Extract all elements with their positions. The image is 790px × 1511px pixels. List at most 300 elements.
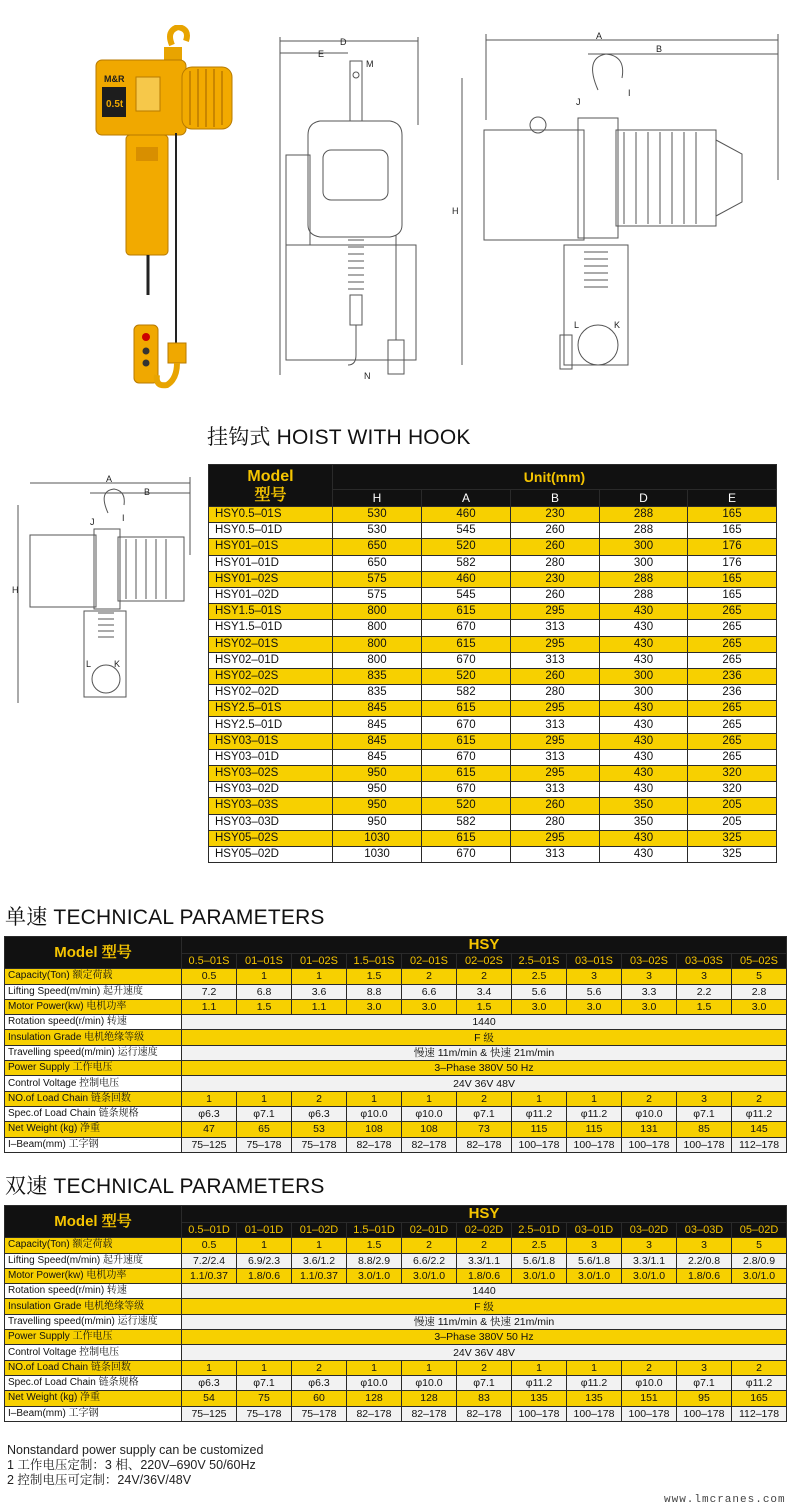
model-name-cell: HSY05–02D — [209, 846, 333, 862]
param-row — [5, 1360, 787, 1375]
dimension-cell: 460 — [422, 507, 511, 523]
param-value-cell: 1 — [512, 1360, 567, 1375]
param-value-cell: φ6.3 — [182, 1106, 237, 1121]
param-value-cell: 95 — [677, 1391, 732, 1406]
param-value-cell: 75–125 — [182, 1406, 237, 1421]
model-row — [209, 846, 777, 862]
param-value-cell: 115 — [567, 1122, 622, 1137]
param-value-cell: 82–178 — [347, 1406, 402, 1421]
param-value-cell: 100–178 — [512, 1406, 567, 1421]
param-model-cell: 0.5–01D — [182, 1223, 237, 1238]
dimension-cell: 325 — [688, 846, 777, 862]
param-label-cell: Lifting Speed(m/min) 起升速度 — [5, 984, 182, 999]
dimension-cell: 430 — [600, 749, 688, 765]
param-value-cell: φ7.1 — [237, 1106, 292, 1121]
dimension-cell: 295 — [511, 733, 600, 749]
dimension-cell: 430 — [600, 652, 688, 668]
param-label-cell: Spec.of Load Chain 链条规格 — [5, 1106, 182, 1121]
param-value-cell: 82–178 — [457, 1406, 512, 1421]
param-label-cell: Capacity(Ton) 额定荷载 — [5, 1238, 182, 1253]
param-model-cell: 02–02S — [457, 954, 512, 969]
param-value-cell: 73 — [457, 1122, 512, 1137]
param-value-cell: 112–178 — [732, 1406, 787, 1421]
dimension-cell: 313 — [511, 782, 600, 798]
param-row — [5, 1314, 787, 1329]
param-value-cell: φ10.0 — [402, 1106, 457, 1121]
note-line-1: Nonstandard power supply can be customized — [7, 1443, 264, 1457]
param-value-cell: 0.5 — [182, 1238, 237, 1253]
model-name-cell: HSY03–01S — [209, 733, 333, 749]
param-value-cell: 3 — [567, 969, 622, 984]
param-value-cell: 1.8/0.6 — [237, 1268, 292, 1283]
param-value-cell: 3.0 — [567, 999, 622, 1014]
param-value-cell: 1 — [292, 969, 347, 984]
param-value-cell: 128 — [402, 1391, 457, 1406]
model-name-cell: HSY02–02D — [209, 685, 333, 701]
param-value-cell: 83 — [457, 1391, 512, 1406]
dimension-cell: 430 — [600, 604, 688, 620]
param-value-cell: 75–178 — [292, 1137, 347, 1152]
dimension-cell: 265 — [688, 749, 777, 765]
model-name-cell: HSY05–02S — [209, 830, 333, 846]
dimension-cell: 430 — [600, 766, 688, 782]
dimension-cell: 165 — [688, 507, 777, 523]
param-value-cell: 75–178 — [292, 1406, 347, 1421]
label-M: M — [366, 59, 374, 69]
dimension-cell: 800 — [333, 652, 422, 668]
small-side-drawing — [10, 475, 200, 710]
model-name-cell: HSY2.5–01S — [209, 701, 333, 717]
param-value-cell: 1 — [182, 1091, 237, 1106]
param-span-cell: F 级 — [182, 1030, 787, 1045]
param-value-cell: 100–178 — [622, 1406, 677, 1421]
dimension-cell: 260 — [511, 668, 600, 684]
param-value-cell: φ11.2 — [512, 1375, 567, 1390]
param-value-cell: 3 — [677, 1360, 732, 1375]
param-value-cell: 2 — [402, 1238, 457, 1253]
param-value-cell: 3.0 — [347, 999, 402, 1014]
small-label-A: A — [106, 475, 113, 484]
dimension-cell: 350 — [600, 798, 688, 814]
param-value-cell: 1.1/0.37 — [182, 1268, 237, 1283]
param-value-cell: 6.8 — [237, 984, 292, 999]
model-name-cell: HSY02–02S — [209, 668, 333, 684]
dimension-cell: 520 — [422, 668, 511, 684]
dimension-cell: 670 — [422, 620, 511, 636]
dimension-cell: 313 — [511, 652, 600, 668]
dimension-cell: 205 — [688, 814, 777, 830]
param-row — [5, 1015, 787, 1030]
param-value-cell: 5.6/1.8 — [567, 1253, 622, 1268]
dimension-cell: 230 — [511, 571, 600, 587]
dimension-cell: 650 — [333, 555, 422, 571]
param-value-cell: 2 — [457, 1091, 512, 1106]
model-row — [209, 652, 777, 668]
param-label-cell: Net Weight (kg) 净重 — [5, 1122, 182, 1137]
param-value-cell: 1 — [347, 1091, 402, 1106]
dimension-cell: 430 — [600, 830, 688, 846]
param-value-cell: 1 — [567, 1360, 622, 1375]
model-row — [209, 766, 777, 782]
param-model-cell: 01–02D — [292, 1223, 347, 1238]
param-model-cell: 03–03D — [677, 1223, 732, 1238]
param-value-cell: 3.0/1.0 — [622, 1268, 677, 1283]
param-label-cell: Power Supply 工作电压 — [5, 1330, 182, 1345]
param-value-cell: 1 — [402, 1360, 457, 1375]
param-value-cell: φ6.3 — [292, 1106, 347, 1121]
model-name-cell: HSY01–01D — [209, 555, 333, 571]
param-value-cell: 2.2/0.8 — [677, 1253, 732, 1268]
param-value-cell: 3.0/1.0 — [402, 1268, 457, 1283]
param-value-cell: 3.0/1.0 — [732, 1268, 787, 1283]
param-value-cell: 82–178 — [457, 1137, 512, 1152]
dimension-cell: 430 — [600, 717, 688, 733]
param-model-cell: 03–01D — [567, 1223, 622, 1238]
param-model-cell: 03–02S — [622, 954, 677, 969]
param-label-cell: I–Beam(mm) 工字钢 — [5, 1137, 182, 1152]
param-value-cell: φ7.1 — [457, 1375, 512, 1390]
dimension-cell: 520 — [422, 539, 511, 555]
param-label-cell: Motor Power(kw) 电机功率 — [5, 1268, 182, 1283]
param-row — [5, 1122, 787, 1137]
param-value-cell: 135 — [567, 1391, 622, 1406]
param-value-cell: 3.3/1.1 — [622, 1253, 677, 1268]
dimension-cell: 430 — [600, 620, 688, 636]
model-row — [209, 685, 777, 701]
param-value-cell: 1.5 — [347, 969, 402, 984]
param-value-cell: 8.8 — [347, 984, 402, 999]
param-row — [5, 1299, 787, 1314]
param-value-cell: 3.6/1.2 — [292, 1253, 347, 1268]
param-value-cell: 2 — [622, 1091, 677, 1106]
param-value-cell: 3.0 — [732, 999, 787, 1014]
dimension-cell: 950 — [333, 814, 422, 830]
label-H: H — [452, 206, 459, 216]
dimension-cell: 670 — [422, 749, 511, 765]
watermark: www.lmcranes.com — [664, 1494, 786, 1506]
model-row — [209, 749, 777, 765]
dimension-cell: 670 — [422, 652, 511, 668]
param-value-cell: 54 — [182, 1391, 237, 1406]
param-value-cell: 1.5 — [237, 999, 292, 1014]
label-D: D — [340, 37, 347, 47]
param-model-header: Model 型号 — [5, 937, 182, 969]
model-table-body — [209, 507, 777, 863]
dimension-cell: 265 — [688, 652, 777, 668]
param-value-cell: 3.6 — [292, 984, 347, 999]
dimension-cell: 545 — [422, 523, 511, 539]
param-value-cell: 5.6 — [567, 984, 622, 999]
model-name-cell: HSY01–02D — [209, 587, 333, 603]
small-label-K: K — [114, 659, 121, 669]
param-row — [5, 1030, 787, 1045]
small-label-L: L — [86, 659, 92, 669]
param-value-cell: 2 — [732, 1360, 787, 1375]
hoist-photo — [92, 25, 252, 405]
param-value-cell: 60 — [292, 1391, 347, 1406]
param-value-cell: 75–178 — [237, 1137, 292, 1152]
dimension-cell: 460 — [422, 571, 511, 587]
param-value-cell: 1.1/0.37 — [292, 1268, 347, 1283]
dimension-cell: 265 — [688, 620, 777, 636]
param-value-cell: 3 — [567, 1238, 622, 1253]
dimension-cell: 845 — [333, 701, 422, 717]
param-value-cell: 3 — [677, 969, 732, 984]
dimension-cell: 430 — [600, 636, 688, 652]
param-span-cell: 3–Phase 380V 50 Hz — [182, 1330, 787, 1345]
dimension-cell: 950 — [333, 766, 422, 782]
model-name-cell: HSY01–01S — [209, 539, 333, 555]
param-value-cell: φ6.3 — [292, 1375, 347, 1390]
param-value-cell: φ10.0 — [622, 1375, 677, 1390]
dimension-cell: 265 — [688, 701, 777, 717]
model-row — [209, 668, 777, 684]
param-model-cell: 02–01S — [402, 954, 457, 969]
param-value-cell: 1 — [237, 1091, 292, 1106]
param-value-cell: 5.6/1.8 — [512, 1253, 567, 1268]
param-span-cell: 1440 — [182, 1015, 787, 1030]
param-value-cell: φ10.0 — [347, 1106, 402, 1121]
dimension-cell: 530 — [333, 523, 422, 539]
dimension-cell: 800 — [333, 620, 422, 636]
param-row — [5, 1238, 787, 1253]
param-row — [5, 984, 787, 999]
single-speed-title: 单速 TECHNICAL PARAMETERS — [5, 906, 325, 929]
param-value-cell: 3.0/1.0 — [347, 1268, 402, 1283]
param-span-cell: 慢速 11m/min & 快速 21m/min — [182, 1045, 787, 1060]
param-label-cell: Insulation Grade 电机绝缘等级 — [5, 1299, 182, 1314]
dimension-cell: 295 — [511, 604, 600, 620]
unit-header: Unit(mm) — [333, 465, 777, 490]
dimension-cell: 582 — [422, 555, 511, 571]
param-value-cell: 82–178 — [402, 1406, 457, 1421]
model-row — [209, 733, 777, 749]
dimension-cell: 650 — [333, 539, 422, 555]
label-E: E — [318, 49, 325, 59]
param-value-cell: 1 — [402, 1091, 457, 1106]
dimension-cell: 300 — [600, 539, 688, 555]
dimension-cell: 295 — [511, 830, 600, 846]
param-row — [5, 1061, 787, 1076]
param-value-cell: 1 — [347, 1360, 402, 1375]
param-span-cell: F 级 — [182, 1299, 787, 1314]
param-value-cell: 3 — [622, 1238, 677, 1253]
param-header-row — [5, 1206, 787, 1223]
param-value-cell: 1.5 — [457, 999, 512, 1014]
param-row — [5, 1391, 787, 1406]
param-label-cell: Travelling speed(m/min) 运行速度 — [5, 1045, 182, 1060]
small-label-B: B — [144, 487, 151, 497]
param-value-cell: 82–178 — [402, 1137, 457, 1152]
param-value-cell: 100–178 — [567, 1137, 622, 1152]
param-header-row — [5, 937, 787, 954]
param-value-cell: 47 — [182, 1122, 237, 1137]
param-value-cell: 7.2/2.4 — [182, 1253, 237, 1268]
param-label-cell: Rotation speed(r/min) 转速 — [5, 1015, 182, 1030]
label-K: K — [614, 320, 621, 330]
dimension-cell: 260 — [511, 587, 600, 603]
param-value-cell: 65 — [237, 1122, 292, 1137]
param-model-cell: 02–02D — [457, 1223, 512, 1238]
dimension-cell: 165 — [688, 523, 777, 539]
photo-capacity: 0.5t — [106, 99, 124, 110]
dimension-cell: 295 — [511, 766, 600, 782]
param-value-cell: 3 — [677, 1238, 732, 1253]
param-value-cell: 128 — [347, 1391, 402, 1406]
dimension-cell: 300 — [600, 668, 688, 684]
model-row — [209, 555, 777, 571]
dimension-cell: 670 — [422, 846, 511, 862]
model-header-cn: 型号 — [254, 486, 287, 504]
dimension-cell: 670 — [422, 782, 511, 798]
param-value-cell: 82–178 — [347, 1137, 402, 1152]
dimension-cell: 950 — [333, 782, 422, 798]
dimension-cell: 165 — [688, 587, 777, 603]
dimension-cell: 265 — [688, 717, 777, 733]
param-value-cell: 2 — [402, 969, 457, 984]
model-name-cell: HSY0.5–01D — [209, 523, 333, 539]
param-value-cell: 1 — [237, 969, 292, 984]
param-row — [5, 1345, 787, 1360]
dimension-cell: 295 — [511, 636, 600, 652]
dimension-cell: 845 — [333, 749, 422, 765]
dimension-cell: 1030 — [333, 830, 422, 846]
dimension-cell: 325 — [688, 830, 777, 846]
dimension-cell: 288 — [600, 507, 688, 523]
param-model-cell: 03–02D — [622, 1223, 677, 1238]
param-row — [5, 1268, 787, 1283]
param-value-cell: 1 — [292, 1238, 347, 1253]
dimension-cell: 615 — [422, 830, 511, 846]
param-value-cell: 2 — [457, 1360, 512, 1375]
dimension-cell: 165 — [688, 571, 777, 587]
param-value-cell: 3.0 — [402, 999, 457, 1014]
model-header — [209, 465, 333, 507]
dimension-cell: 520 — [422, 798, 511, 814]
dimension-cell: 300 — [600, 685, 688, 701]
dimension-cell: 670 — [422, 717, 511, 733]
model-row — [209, 571, 777, 587]
dimension-cell: 1030 — [333, 846, 422, 862]
small-label-J: J — [90, 517, 95, 527]
model-row — [209, 701, 777, 717]
param-value-cell: φ11.2 — [567, 1106, 622, 1121]
note-line-3: 2 控制电压可定制：24V/36V/48V — [7, 1473, 192, 1487]
label-J: J — [576, 97, 581, 107]
dimension-cell: 582 — [422, 685, 511, 701]
param-value-cell: 2 — [292, 1360, 347, 1375]
small-label-H: H — [12, 585, 19, 595]
param-value-cell: φ7.1 — [457, 1106, 512, 1121]
dimension-cell: 260 — [511, 539, 600, 555]
dimension-cell: 845 — [333, 733, 422, 749]
param-row — [5, 1091, 787, 1106]
dimension-cell: 615 — [422, 636, 511, 652]
param-value-cell: 1.5 — [677, 999, 732, 1014]
dimension-cell: 236 — [688, 668, 777, 684]
param-value-cell: 1 — [237, 1238, 292, 1253]
param-value-cell: 3.0/1.0 — [512, 1268, 567, 1283]
param-label-cell: Lifting Speed(m/min) 起升速度 — [5, 1253, 182, 1268]
dimension-cell: 845 — [333, 717, 422, 733]
dimension-cell: 575 — [333, 587, 422, 603]
single-speed-table — [4, 936, 787, 1153]
model-name-cell: HSY02–01S — [209, 636, 333, 652]
model-header-en: Model — [247, 467, 294, 485]
param-value-cell: 112–178 — [732, 1137, 787, 1152]
param-label-cell: NO.of Load Chain 链条回数 — [5, 1360, 182, 1375]
param-value-cell: 1 — [182, 1360, 237, 1375]
param-value-cell: 2.5 — [512, 969, 567, 984]
param-series-header: HSY — [182, 1206, 787, 1223]
dimension-cell: 313 — [511, 749, 600, 765]
dimension-cell: 176 — [688, 539, 777, 555]
param-value-cell: 100–178 — [622, 1137, 677, 1152]
param-row — [5, 1253, 787, 1268]
dimension-cell: 260 — [511, 798, 600, 814]
dim-col-header: B — [511, 490, 600, 507]
param-row — [5, 1284, 787, 1299]
param-value-cell: 7.2 — [182, 984, 237, 999]
param-value-cell: 75–178 — [237, 1406, 292, 1421]
param-model-cell: 01–01D — [237, 1223, 292, 1238]
dimension-cell: 615 — [422, 701, 511, 717]
dimension-cell: 615 — [422, 733, 511, 749]
small-label-I: I — [122, 513, 125, 523]
param-value-cell: 1.5 — [347, 1238, 402, 1253]
param-value-cell: 145 — [732, 1122, 787, 1137]
label-L: L — [574, 320, 580, 330]
param-label-cell: Motor Power(kw) 电机功率 — [5, 999, 182, 1014]
param-value-cell: 151 — [622, 1391, 677, 1406]
param-value-cell: 3.4 — [457, 984, 512, 999]
param-label-cell: Power Supply 工作电压 — [5, 1061, 182, 1076]
param-row — [5, 999, 787, 1014]
model-name-cell: HSY1.5–01D — [209, 620, 333, 636]
param-model-cell: 01–01S — [237, 954, 292, 969]
label-I: I — [628, 88, 631, 98]
dim-col-header: H — [333, 490, 422, 507]
model-row — [209, 539, 777, 555]
param-row — [5, 1137, 787, 1152]
dimension-cell: 260 — [511, 523, 600, 539]
label-N: N — [364, 371, 371, 381]
param-value-cell: 3.0 — [622, 999, 677, 1014]
param-label-cell: Control Voltage 控制电压 — [5, 1076, 182, 1091]
dimension-cell: 575 — [333, 571, 422, 587]
model-name-cell: HSY03–03S — [209, 798, 333, 814]
model-dimension-table — [208, 464, 777, 863]
dimension-cell: 320 — [688, 766, 777, 782]
param-row — [5, 1106, 787, 1121]
param-value-cell: 2 — [732, 1091, 787, 1106]
param-model-cell: 02–01D — [402, 1223, 457, 1238]
param-value-cell: 2 — [457, 969, 512, 984]
param-label-cell: Capacity(Ton) 额定荷载 — [5, 969, 182, 984]
model-name-cell: HSY01–02S — [209, 571, 333, 587]
param-value-cell: 1.8/0.6 — [457, 1268, 512, 1283]
param-model-cell: 01–02S — [292, 954, 347, 969]
param-value-cell: 2.5 — [512, 1238, 567, 1253]
param-value-cell: 2.2 — [677, 984, 732, 999]
dimension-cell: 615 — [422, 766, 511, 782]
dimension-cell: 300 — [600, 555, 688, 571]
param-span-cell: 1440 — [182, 1284, 787, 1299]
dimension-cell: 800 — [333, 636, 422, 652]
param-label-cell: NO.of Load Chain 链条回数 — [5, 1091, 182, 1106]
param-model-header: Model 型号 — [5, 1206, 182, 1238]
param-label-cell: Net Weight (kg) 净重 — [5, 1391, 182, 1406]
